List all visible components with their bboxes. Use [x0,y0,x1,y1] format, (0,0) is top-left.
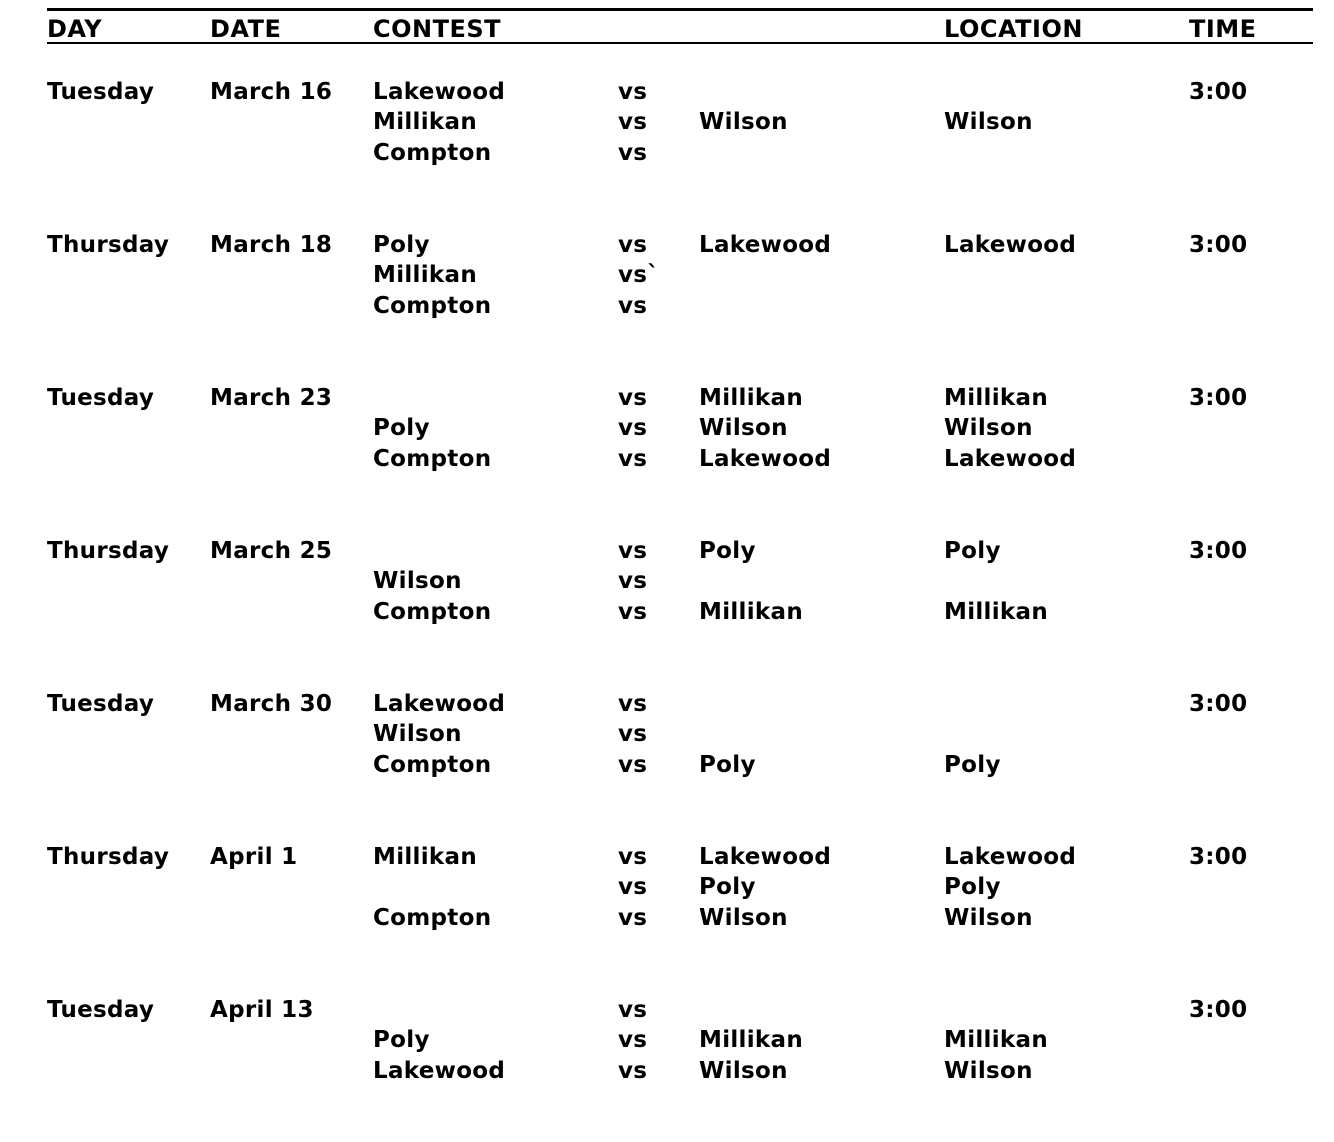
game-time: 3:00 [1189,79,1248,105]
header-day: DAY [47,15,103,43]
header-contest: CONTEST [373,15,502,43]
game-location: Poly [944,874,1001,900]
vs-label: vs [618,79,648,105]
game-block [47,231,1313,326]
game-location: Poly [944,752,1001,778]
away-team: Poly [699,752,756,778]
game-block [47,690,1313,785]
game-block [47,537,1313,632]
home-team: Compton [373,905,492,931]
vs-label: vs [618,752,648,778]
vs-label: vs [618,446,648,472]
header-time: TIME [1189,15,1257,43]
game-day: Tuesday [47,997,155,1023]
schedule-header [47,8,1313,44]
away-team: Poly [699,874,756,900]
vs-label: vs [618,232,648,258]
away-team: Lakewood [699,232,832,258]
vs-label: vs [618,599,648,625]
vs-label: vs [618,1058,648,1084]
game-location: Poly [944,538,1001,564]
home-team: Compton [373,446,492,472]
home-team: Millikan [373,262,478,288]
home-team: Lakewood [373,691,506,717]
vs-label: vs [618,874,648,900]
away-team: Wilson [699,1058,788,1084]
away-team: Poly [699,538,756,564]
game-date: March 23 [210,385,333,411]
game-time: 3:00 [1189,538,1248,564]
vs-label: vs [618,415,648,441]
game-day: Tuesday [47,79,155,105]
vs-label: vs [618,691,648,717]
vs-label: vs [618,568,648,594]
vs-label: vs` [618,262,660,288]
game-day: Thursday [47,844,170,870]
game-time: 3:00 [1189,232,1248,258]
game-date: April 13 [210,997,314,1023]
game-day: Tuesday [47,691,155,717]
vs-label: vs [618,997,648,1023]
game-time: 3:00 [1189,385,1248,411]
header-location: LOCATION [944,15,1083,43]
game-block [47,384,1313,479]
vs-label: vs [618,1027,648,1053]
away-team: Lakewood [699,844,832,870]
game-block [47,78,1313,173]
away-team: Wilson [699,415,788,441]
game-location: Wilson [944,1058,1033,1084]
game-time: 3:00 [1189,691,1248,717]
home-team: Poly [373,232,430,258]
game-date: April 1 [210,844,298,870]
game-date: March 25 [210,538,333,564]
home-team: Wilson [373,721,462,747]
away-team: Lakewood [699,446,832,472]
away-team: Millikan [699,599,804,625]
home-team: Lakewood [373,79,506,105]
game-location: Millikan [944,1027,1049,1053]
home-team: Poly [373,1027,430,1053]
game-location: Millikan [944,385,1049,411]
vs-label: vs [618,293,648,319]
away-team: Millikan [699,1027,804,1053]
game-date: March 16 [210,79,333,105]
game-location: Wilson [944,415,1033,441]
game-date: March 18 [210,232,333,258]
home-team: Compton [373,752,492,778]
home-team: Compton [373,140,492,166]
game-time: 3:00 [1189,997,1248,1023]
game-location: Lakewood [944,844,1077,870]
vs-label: vs [618,109,648,135]
home-team: Compton [373,293,492,319]
game-block [47,996,1313,1091]
away-team: Wilson [699,109,788,135]
home-team: Lakewood [373,1058,506,1084]
away-team: Millikan [699,385,804,411]
home-team: Millikan [373,844,478,870]
game-time: 3:00 [1189,844,1248,870]
game-location: Lakewood [944,446,1077,472]
game-location: Lakewood [944,232,1077,258]
home-team: Millikan [373,109,478,135]
home-team: Compton [373,599,492,625]
game-day: Thursday [47,538,170,564]
game-day: Tuesday [47,385,155,411]
vs-label: vs [618,385,648,411]
vs-label: vs [618,844,648,870]
vs-label: vs [618,140,648,166]
vs-label: vs [618,538,648,564]
game-location: Wilson [944,905,1033,931]
header-date: DATE [210,15,282,43]
game-location: Millikan [944,599,1049,625]
home-team: Poly [373,415,430,441]
home-team: Wilson [373,568,462,594]
game-block [47,843,1313,938]
game-day: Thursday [47,232,170,258]
game-date: March 30 [210,691,333,717]
vs-label: vs [618,721,648,747]
vs-label: vs [618,905,648,931]
game-location: Wilson [944,109,1033,135]
away-team: Wilson [699,905,788,931]
